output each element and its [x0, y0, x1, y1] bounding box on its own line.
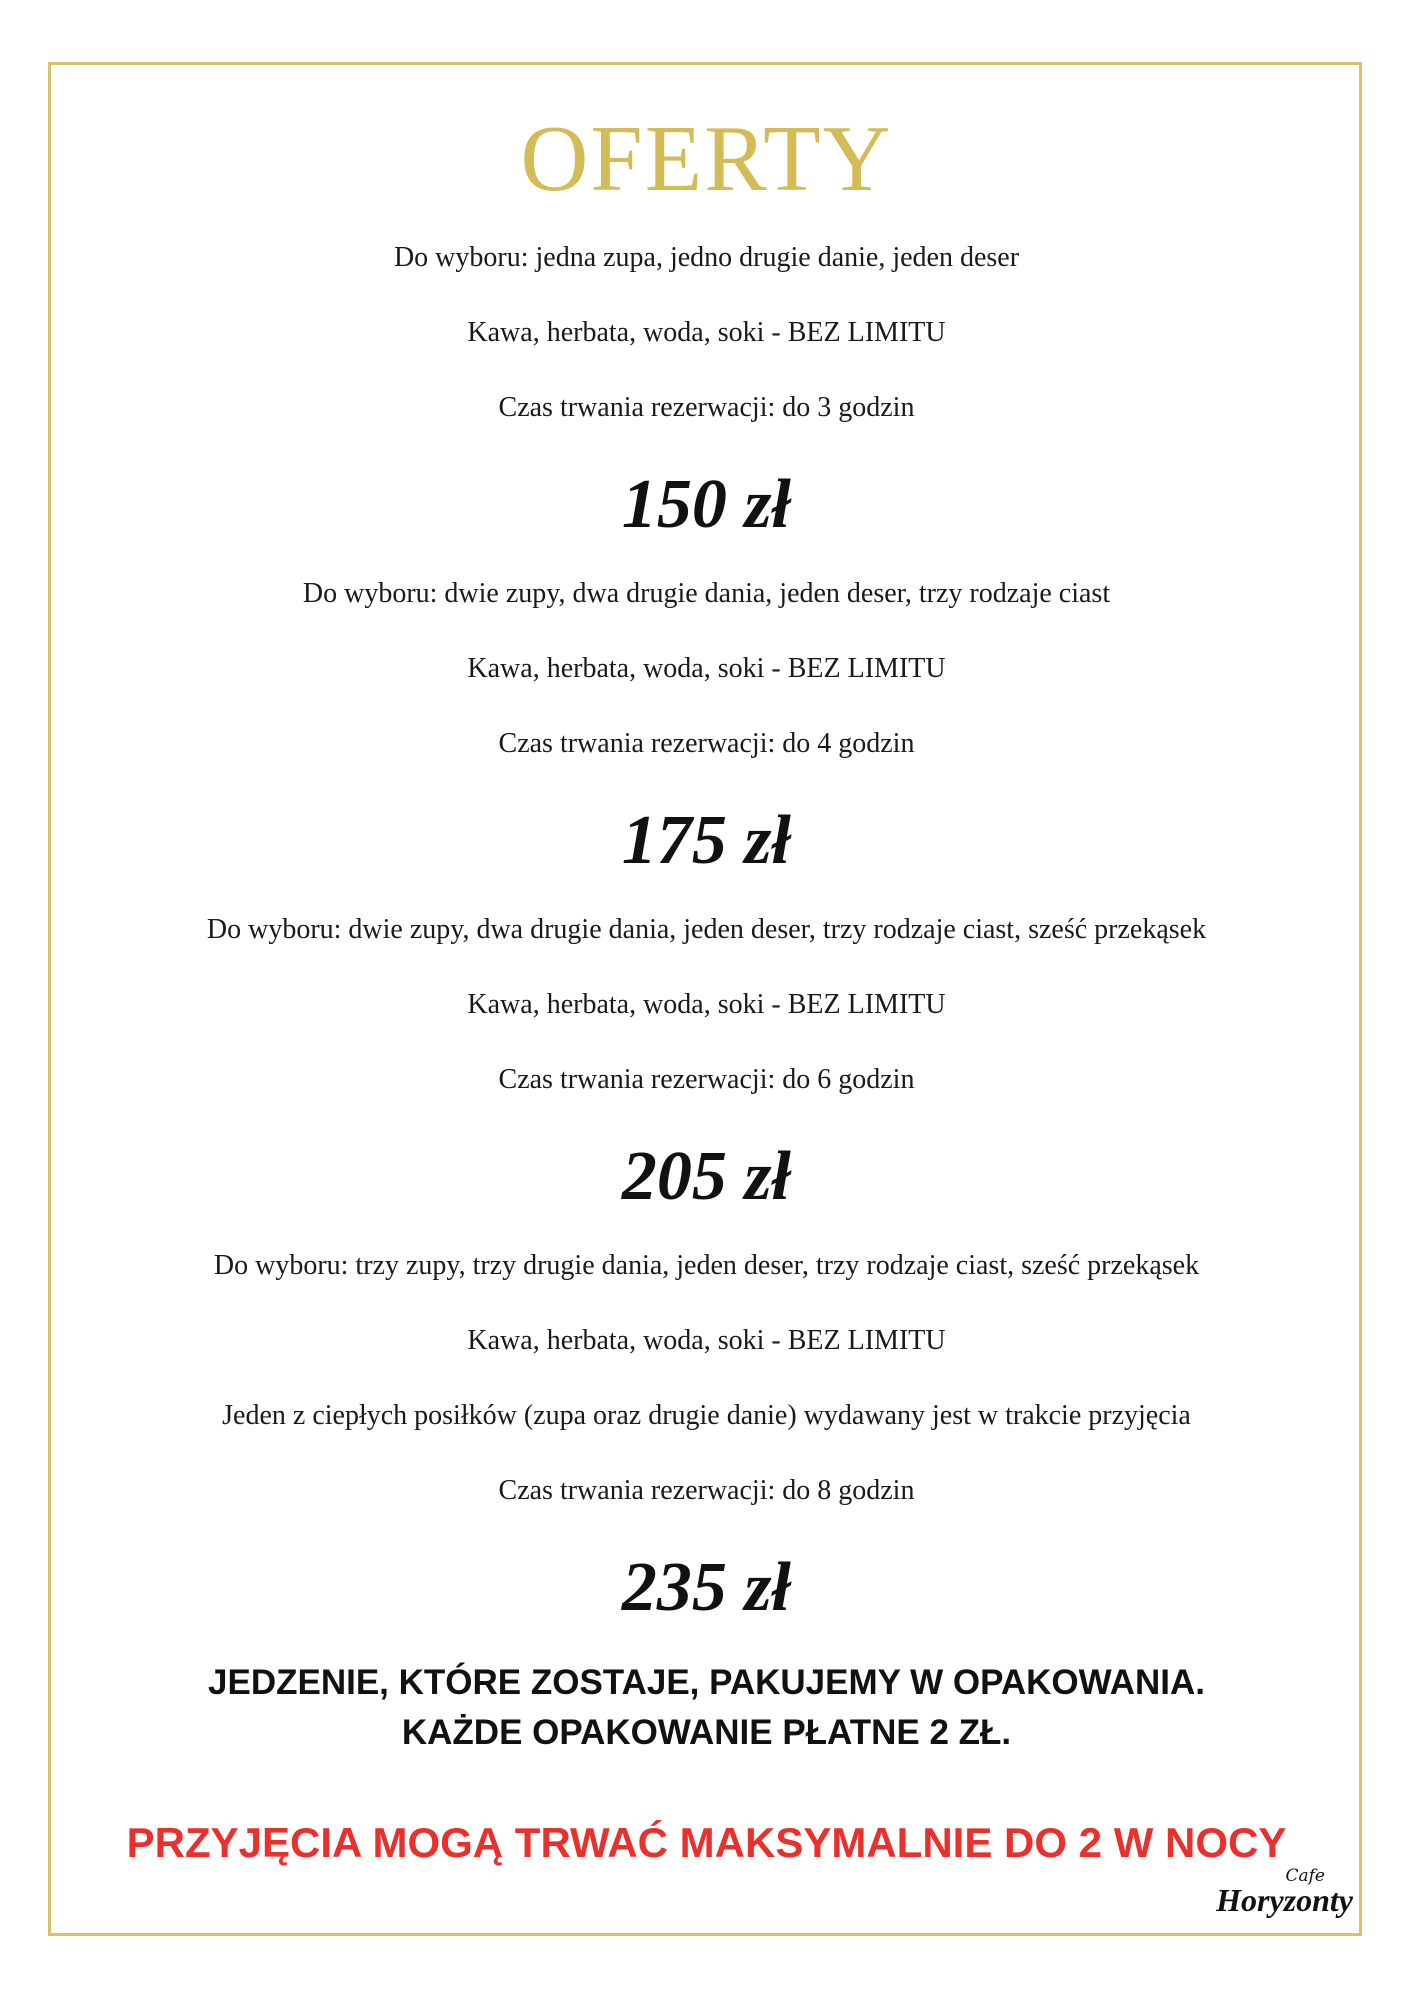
page-title: OFERTY — [520, 107, 893, 211]
offer-1-price: 150 zł — [621, 466, 792, 543]
logo-brand-text: Horyzonty — [1216, 1882, 1353, 1918]
packaging-notice-line-2: KAŻDE OPAKOWANIE PŁATNE 2 ZŁ. — [401, 1713, 1012, 1752]
offer-2-line-1: Do wyboru: dwie zupy, dwa drugie dania, jeden deser, trzy rodzaje ciast — [302, 578, 1111, 609]
offer-3-price: 205 zł — [621, 1138, 792, 1215]
offer-4-line-4: Czas trwania rezerwacji: do 8 godzin — [498, 1475, 915, 1506]
offer-1-line-2: Kawa, herbata, woda, soki - BEZ LIMITU — [467, 317, 946, 348]
offer-4-line-3: Jeden z ciepłych posiłków (zupa oraz drugie danie) wydawany jest w trakcie przyjęcia — [222, 1400, 1191, 1431]
offer-1-line-3: Czas trwania rezerwacji: do 3 godzin — [498, 392, 915, 423]
offer-2-line-3: Czas trwania rezerwacji: do 4 godzin — [498, 728, 915, 759]
logo-cafe-text: Cafe — [1285, 1866, 1325, 1886]
offer-2-line-2: Kawa, herbata, woda, soki - BEZ LIMITU — [467, 653, 946, 684]
offer-3-line-2: Kawa, herbata, woda, soki - BEZ LIMITU — [467, 989, 946, 1020]
offer-3-line-3: Czas trwania rezerwacji: do 6 godzin — [498, 1064, 915, 1095]
offer-3-line-1: Do wyboru: dwie zupy, dwa drugie dania, jeden deser, trzy rodzaje ciast, sześć przekąsek — [206, 914, 1207, 945]
cafe-horyzonty-logo — [1173, 1866, 1353, 1918]
offer-2-price: 175 zł — [621, 802, 792, 879]
offer-4-price: 235 zł — [621, 1549, 792, 1626]
closing-time-warning: PRZYJĘCIA MOGĄ TRWAĆ MAKSYMALNIE DO 2 W NOCY — [126, 1819, 1287, 1866]
offer-4-line-1: Do wyboru: trzy zupy, trzy drugie dania, jeden deser, trzy rodzaje ciast, sześć przekąsek — [213, 1250, 1200, 1281]
packaging-notice-line-1: JEDZENIE, KTÓRE ZOSTAJE, PAKUJEMY W OPAKOWANIA. — [208, 1663, 1205, 1702]
offer-1-line-1: Do wyboru: jedna zupa, jedno drugie danie, jeden deser — [393, 242, 1020, 273]
offer-4-line-2: Kawa, herbata, woda, soki - BEZ LIMITU — [467, 1325, 946, 1356]
